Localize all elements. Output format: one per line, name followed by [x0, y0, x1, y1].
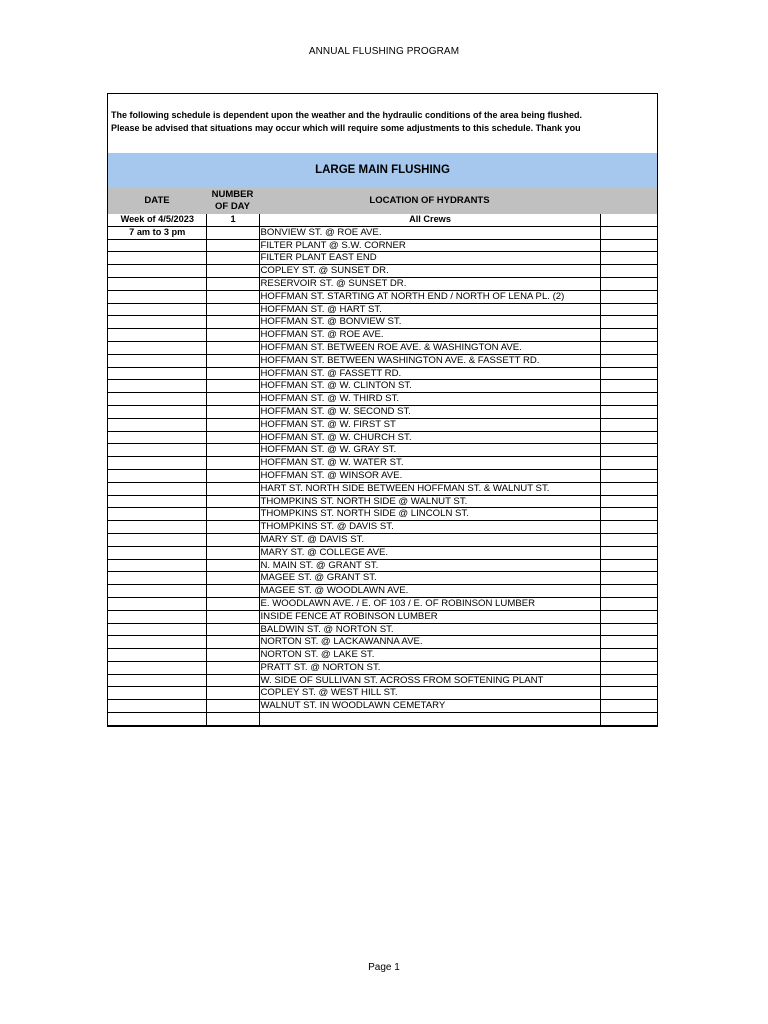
hydrant-location-cell: HOFFMAN ST. @ ROE AVE.: [259, 329, 600, 342]
date-cell: [108, 354, 206, 367]
table-row: [108, 329, 657, 342]
notes-cell: [600, 214, 657, 226]
date-cell: [108, 418, 206, 431]
table-row: [108, 367, 657, 380]
day-number-cell: [206, 252, 259, 265]
table-row: [108, 393, 657, 406]
hydrant-location-cell: WALNUT ST. IN WOODLAWN CEMETARY: [259, 700, 600, 713]
day-number-cell: [206, 367, 259, 380]
date-cell: [108, 495, 206, 508]
hydrant-location-cell: COPLEY ST. @ WEST HILL ST.: [259, 687, 600, 700]
table-row: [108, 354, 657, 367]
hydrant-location-cell: HOFFMAN ST. STARTING AT NORTH END / NORTH OF LENA PL. (2): [259, 290, 600, 303]
day-number-cell: [206, 290, 259, 303]
day-number-cell: [206, 418, 259, 431]
table-row: [108, 431, 657, 444]
hydrant-location-cell: HOFFMAN ST. @ BONVIEW ST.: [259, 316, 600, 329]
notes-cell: [600, 649, 657, 662]
date-cell: [108, 329, 206, 342]
column-header-location: LOCATION OF HYDRANTS: [259, 188, 600, 214]
schedule-sheet: [107, 93, 658, 727]
table-row: [108, 405, 657, 418]
hydrant-location-cell: [259, 713, 600, 726]
day-number-cell: [206, 700, 259, 713]
hydrant-location-cell: HOFFMAN ST. @ FASSETT RD.: [259, 367, 600, 380]
day-number-cell: [206, 354, 259, 367]
notes-cell: [600, 700, 657, 713]
date-cell: [108, 713, 206, 726]
table-row: [108, 559, 657, 572]
date-cell: [108, 444, 206, 457]
date-cell: [108, 610, 206, 623]
notice-line-1: The following schedule is dependent upon the weather and the hydraulic conditions of the area being flushed.: [111, 110, 583, 120]
hydrant-location-cell: MAGEE ST. @ GRANT ST.: [259, 572, 600, 585]
table-row: [108, 252, 657, 265]
hydrant-location-cell: HOFFMAN ST. @ W. CHURCH ST.: [259, 431, 600, 444]
table-row: [108, 546, 657, 559]
day-number-cell: [206, 277, 259, 290]
notes-cell: [600, 277, 657, 290]
day-number-cell: [206, 329, 259, 342]
date-cell: [108, 521, 206, 534]
date-cell: [108, 367, 206, 380]
date-cell: [108, 405, 206, 418]
column-header-date: DATE: [108, 188, 206, 214]
day-number-cell: [206, 559, 259, 572]
notes-cell: [600, 508, 657, 521]
date-cell: [108, 277, 206, 290]
day-number-cell: [206, 661, 259, 674]
notes-cell: [600, 354, 657, 367]
date-cell: [108, 623, 206, 636]
day-number-cell: [206, 239, 259, 252]
day-number-cell: [206, 610, 259, 623]
table-row: [108, 303, 657, 316]
table-row: [108, 444, 657, 457]
day-number-cell: [206, 508, 259, 521]
date-cell: [108, 469, 206, 482]
day-number-cell: [206, 226, 259, 239]
date-cell: [108, 341, 206, 354]
day-number-cell: [206, 444, 259, 457]
day-number-cell: 1: [206, 214, 259, 226]
notes-cell: [600, 431, 657, 444]
table-row: [108, 341, 657, 354]
hydrant-location-cell: All Crews: [259, 214, 600, 226]
date-cell: [108, 585, 206, 598]
table-row: [108, 495, 657, 508]
notes-cell: [600, 405, 657, 418]
notes-cell: [600, 444, 657, 457]
hydrant-location-cell: THOMPKINS ST. NORTH SIDE @ LINCOLN ST.: [259, 508, 600, 521]
day-number-cell: [206, 265, 259, 278]
notes-cell: [600, 469, 657, 482]
hydrant-location-cell: FILTER PLANT @ S.W. CORNER: [259, 239, 600, 252]
table-row: [108, 649, 657, 662]
schedule-notice: [108, 94, 657, 153]
date-cell: [108, 239, 206, 252]
day-number-cell: [206, 303, 259, 316]
date-cell: [108, 252, 206, 265]
hydrant-location-cell: THOMPKINS ST. NORTH SIDE @ WALNUT ST.: [259, 495, 600, 508]
day-number-cell: [206, 649, 259, 662]
day-number-cell: [206, 316, 259, 329]
table-row: [108, 623, 657, 636]
notes-cell: [600, 457, 657, 470]
day-number-cell: [206, 597, 259, 610]
table-row: [108, 687, 657, 700]
day-number-cell: [206, 431, 259, 444]
table-row: [108, 277, 657, 290]
date-cell: Week of 4/5/2023: [108, 214, 206, 226]
hydrant-location-cell: PRATT ST. @ NORTON ST.: [259, 661, 600, 674]
day-number-cell: [206, 546, 259, 559]
day-number-cell: [206, 393, 259, 406]
date-cell: [108, 303, 206, 316]
day-number-cell: [206, 713, 259, 726]
table-row: [108, 265, 657, 278]
hydrant-location-cell: MARY ST. @ DAVIS ST.: [259, 533, 600, 546]
day-number-cell: [206, 405, 259, 418]
notes-cell: [600, 329, 657, 342]
day-number-cell: [206, 533, 259, 546]
hydrant-location-cell: HOFFMAN ST. @ W. THIRD ST.: [259, 393, 600, 406]
notes-cell: [600, 380, 657, 393]
date-cell: [108, 674, 206, 687]
table-row: [108, 214, 657, 226]
day-number-cell: [206, 457, 259, 470]
day-number-cell: [206, 636, 259, 649]
date-cell: [108, 265, 206, 278]
column-header-number-line-1: NUMBER: [211, 189, 254, 200]
table-row: [108, 457, 657, 470]
date-cell: [108, 533, 206, 546]
column-header-extra: [600, 188, 657, 214]
date-cell: [108, 559, 206, 572]
table-row: [108, 674, 657, 687]
notes-cell: [600, 303, 657, 316]
table-row: [108, 597, 657, 610]
table-row: [108, 700, 657, 713]
date-cell: [108, 597, 206, 610]
date-cell: [108, 316, 206, 329]
hydrant-location-cell: NORTON ST. @ LAKE ST.: [259, 649, 600, 662]
hydrant-location-cell: BALDWIN ST. @ NORTON ST.: [259, 623, 600, 636]
hydrant-location-cell: HOFFMAN ST. @ W. WATER ST.: [259, 457, 600, 470]
hydrant-location-cell: INSIDE FENCE AT ROBINSON LUMBER: [259, 610, 600, 623]
table-row: [108, 482, 657, 495]
notes-cell: [600, 521, 657, 534]
table-row: [108, 290, 657, 303]
table-row: [108, 316, 657, 329]
notes-cell: [600, 341, 657, 354]
notes-cell: [600, 687, 657, 700]
notes-cell: [600, 290, 657, 303]
date-cell: [108, 290, 206, 303]
hydrant-location-cell: HOFFMAN ST. @ W. CLINTON ST.: [259, 380, 600, 393]
date-cell: [108, 700, 206, 713]
notes-cell: [600, 239, 657, 252]
notes-cell: [600, 636, 657, 649]
column-header-number-line-2: OF DAY: [214, 201, 251, 212]
day-number-cell: [206, 585, 259, 598]
table-row: [108, 469, 657, 482]
table-row: [108, 533, 657, 546]
notes-cell: [600, 393, 657, 406]
notes-cell: [600, 623, 657, 636]
day-number-cell: [206, 674, 259, 687]
table-row: [108, 418, 657, 431]
hydrant-location-cell: W. SIDE OF SULLIVAN ST. ACROSS FROM SOFTENING PLANT: [259, 674, 600, 687]
notes-cell: [600, 713, 657, 726]
notes-cell: [600, 610, 657, 623]
table-row: [108, 239, 657, 252]
hydrant-location-cell: HART ST. NORTH SIDE BETWEEN HOFFMAN ST. & WALNUT ST.: [259, 482, 600, 495]
page-number: Page 1: [368, 962, 400, 973]
date-cell: [108, 687, 206, 700]
hydrant-location-cell: HOFFMAN ST. @ W. GRAY ST.: [259, 444, 600, 457]
table-row: [108, 661, 657, 674]
day-number-cell: [206, 521, 259, 534]
notes-cell: [600, 252, 657, 265]
date-cell: [108, 636, 206, 649]
day-number-cell: [206, 469, 259, 482]
day-number-cell: [206, 341, 259, 354]
hydrant-location-cell: HOFFMAN ST. BETWEEN WASHINGTON AVE. & FASSETT RD.: [259, 354, 600, 367]
hydrant-location-cell: E. WOODLAWN AVE. / E. OF 103 / E. OF ROBINSON LUMBER: [259, 597, 600, 610]
date-cell: [108, 546, 206, 559]
day-number-cell: [206, 623, 259, 636]
date-cell: [108, 508, 206, 521]
hydrant-location-cell: HOFFMAN ST. @ HART ST.: [259, 303, 600, 316]
table-row: [108, 713, 657, 726]
notes-cell: [600, 559, 657, 572]
notes-cell: [600, 661, 657, 674]
day-number-cell: [206, 495, 259, 508]
hydrant-location-cell: RESERVOIR ST. @ SUNSET DR.: [259, 277, 600, 290]
date-cell: [108, 380, 206, 393]
date-cell: [108, 649, 206, 662]
date-cell: [108, 457, 206, 470]
hydrant-location-cell: THOMPKINS ST. @ DAVIS ST.: [259, 521, 600, 534]
notice-line-2: Please be advised that situations may occur which will require some adjustments to this schedule. Thank you: [111, 123, 581, 133]
notes-cell: [600, 585, 657, 598]
notes-cell: [600, 495, 657, 508]
notes-cell: [600, 597, 657, 610]
date-cell: [108, 482, 206, 495]
column-header-number-of-day: [206, 188, 259, 214]
notes-cell: [600, 546, 657, 559]
date-cell: [108, 572, 206, 585]
table-row: [108, 610, 657, 623]
notes-cell: [600, 482, 657, 495]
hydrant-schedule-table: [108, 188, 657, 726]
hydrant-location-cell: BONVIEW ST. @ ROE AVE.: [259, 226, 600, 239]
day-number-cell: [206, 482, 259, 495]
hydrant-location-cell: HOFFMAN ST. BETWEEN ROE AVE. & WASHINGTON AVE.: [259, 341, 600, 354]
date-cell: 7 am to 3 pm: [108, 226, 206, 239]
hydrant-location-cell: MAGEE ST. @ WOODLAWN AVE.: [259, 585, 600, 598]
section-banner: LARGE MAIN FLUSHING: [108, 153, 657, 188]
day-number-cell: [206, 572, 259, 585]
day-number-cell: [206, 687, 259, 700]
notes-cell: [600, 367, 657, 380]
notes-cell: [600, 572, 657, 585]
hydrant-location-cell: FILTER PLANT EAST END: [259, 252, 600, 265]
notes-cell: [600, 316, 657, 329]
table-row: [108, 585, 657, 598]
hydrant-location-cell: HOFFMAN ST. @ W. SECOND ST.: [259, 405, 600, 418]
table-body: [108, 214, 657, 725]
table-row: [108, 636, 657, 649]
notes-cell: [600, 418, 657, 431]
hydrant-location-cell: NORTON ST. @ LACKAWANNA AVE.: [259, 636, 600, 649]
date-cell: [108, 431, 206, 444]
hydrant-location-cell: MARY ST. @ COLLEGE AVE.: [259, 546, 600, 559]
page-title: ANNUAL FLUSHING PROGRAM: [308, 46, 460, 57]
notes-cell: [600, 533, 657, 546]
notes-cell: [600, 226, 657, 239]
notes-cell: [600, 674, 657, 687]
notes-cell: [600, 265, 657, 278]
table-header-row: [108, 188, 657, 214]
hydrant-location-cell: HOFFMAN ST. @ W. FIRST ST: [259, 418, 600, 431]
day-number-cell: [206, 380, 259, 393]
table-row: [108, 508, 657, 521]
hydrant-location-cell: HOFFMAN ST. @ WINSOR AVE.: [259, 469, 600, 482]
table-row: [108, 521, 657, 534]
table-row: [108, 226, 657, 239]
hydrant-location-cell: N. MAIN ST. @ GRANT ST.: [259, 559, 600, 572]
hydrant-location-cell: COPLEY ST. @ SUNSET DR.: [259, 265, 600, 278]
date-cell: [108, 393, 206, 406]
table-row: [108, 572, 657, 585]
table-row: [108, 380, 657, 393]
date-cell: [108, 661, 206, 674]
